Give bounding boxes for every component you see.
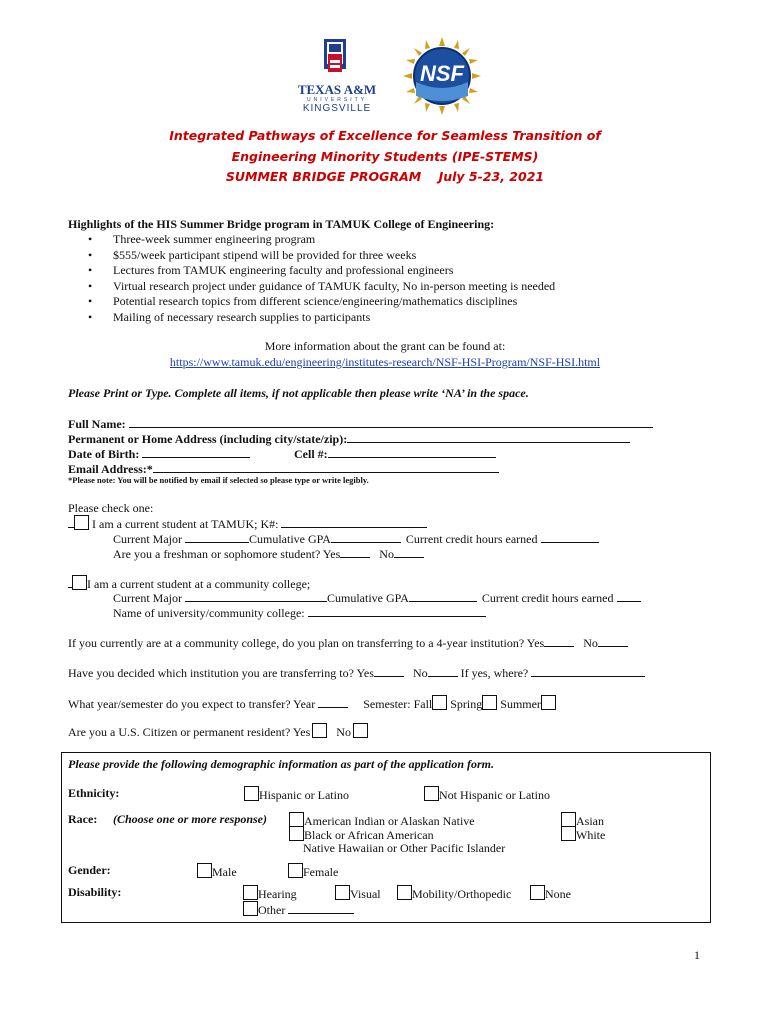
tamuk-logo — [296, 35, 378, 117]
bullet-icon: • — [88, 309, 93, 324]
other-label: Other — [258, 903, 286, 917]
freshman-yes-field[interactable] — [340, 546, 370, 558]
american-indian-checkbox[interactable] — [289, 812, 304, 827]
disability-option — [397, 885, 511, 902]
tamuk-student-row — [68, 515, 427, 532]
nsf-logo — [402, 36, 482, 116]
demographics-heading: Please provide the following demographic information as part of the application form. — [68, 757, 495, 771]
cc-credits-label: Current credit hours earned — [481, 591, 614, 605]
hispanic-label: Hispanic or Latino — [259, 788, 349, 802]
title-line-3: SUMMER BRIDGE PROGRAM July 5-23, 2021 — [225, 169, 545, 184]
list-item: • Three-week summer engineering program — [88, 232, 316, 246]
tamuk-gpa-label: Cumulative GPA — [248, 532, 331, 546]
transfer-plan-row — [68, 635, 628, 651]
list-item: • Mailing of necessary research supplies to participants — [88, 309, 371, 324]
list-item: • Virtual research project under guidance of TAMUK faculty, No in-person meeting is needed — [88, 278, 556, 293]
male-label: Male — [212, 865, 237, 879]
bullet-icon: • — [88, 294, 93, 309]
bullet-icon: • — [88, 232, 93, 246]
cc-gpa-label: Cumulative GPA — [326, 591, 409, 605]
cc-major-label: Current Major — [113, 591, 182, 605]
semester-question: What year/semester do you expect to transfer? Year — [68, 697, 316, 711]
grant-link[interactable]: https://www.tamuk.edu/engineering/institutes-research/NSF-HSI-Program/NSF-HSI.html — [169, 355, 601, 369]
email-label: Email Address:* — [68, 462, 153, 476]
tamuk-gpa-field[interactable] — [331, 531, 401, 543]
asian-label: Asian — [576, 814, 604, 828]
tamuk-logo-name: TEXAS A&M — [297, 82, 377, 97]
none-checkbox[interactable] — [530, 885, 545, 900]
decided-question: Have you decided which institution you are transferring to? Yes — [68, 666, 374, 680]
other-field[interactable] — [288, 902, 354, 914]
list-item: • $555/week participant stipend will be provided for three weeks — [88, 247, 417, 262]
bullet-icon: • — [88, 247, 93, 262]
transfer-year-field[interactable] — [318, 696, 348, 708]
page-number: 1 — [694, 948, 700, 962]
citizen-row — [68, 723, 368, 740]
female-label: Female — [303, 865, 339, 879]
asian-checkbox[interactable] — [561, 812, 576, 827]
tamuk-credits-field[interactable] — [541, 531, 599, 543]
tamuk-major-field[interactable] — [185, 531, 249, 543]
list-item: • Lectures from TAMUK engineering faculty and professional engineers — [88, 263, 454, 278]
cc-college-field[interactable] — [308, 605, 486, 617]
dob-row — [68, 446, 250, 462]
disability-label: Disability: — [68, 885, 122, 899]
decided-where-label: If yes, where? — [460, 666, 529, 680]
highlights-heading: Highlights of the HIS Summer Bridge program in TAMUK College of Engineering: — [68, 217, 495, 231]
summer-label: Summer — [500, 697, 541, 711]
cell-field[interactable] — [328, 446, 496, 458]
transfer-plan-no-label: No — [583, 636, 598, 650]
ethnicity-option — [244, 786, 349, 803]
tamuk-major-label: Current Major — [113, 532, 182, 546]
hearing-label: Hearing — [258, 887, 297, 901]
white-checkbox[interactable] — [561, 826, 576, 841]
fall-checkbox[interactable] — [432, 695, 447, 710]
spring-checkbox[interactable] — [482, 695, 497, 710]
cell-label: Cell #: — [294, 447, 328, 461]
race-option — [561, 826, 605, 843]
semester-label: Semester: Fall — [363, 697, 433, 711]
address-label: Permanent or Home Address (including city/state/zip): — [68, 432, 348, 446]
race-hint: (Choose one or more response) — [113, 812, 268, 826]
bullet-icon: • — [88, 263, 93, 278]
native-hawaiian-label: Native Hawaiian or Other Pacific Islander — [303, 841, 506, 855]
tamuk-major-row — [113, 531, 599, 547]
decided-no-field[interactable] — [428, 665, 458, 677]
title-line-1: Integrated Pathways of Excellence for Seamless Transition of — [169, 128, 601, 143]
cc-college-row — [113, 605, 486, 621]
disability-option — [530, 885, 571, 902]
cc-student-checkbox[interactable] — [72, 575, 87, 590]
address-field[interactable] — [347, 431, 630, 443]
more-info-text: More information about the grant can be found at: — [264, 339, 506, 353]
other-checkbox[interactable] — [243, 901, 258, 916]
black-checkbox[interactable] — [289, 826, 304, 841]
male-checkbox[interactable] — [197, 863, 212, 878]
female-checkbox[interactable] — [288, 863, 303, 878]
ethnicity-label: Ethnicity: — [68, 786, 120, 800]
cc-major-field[interactable] — [185, 590, 327, 602]
hearing-checkbox[interactable] — [243, 885, 258, 900]
freshman-no-label: No — [379, 547, 394, 561]
k-number-field[interactable] — [281, 516, 427, 528]
cc-student-label: I am a current student at a community college; — [87, 577, 311, 591]
decided-yes-field[interactable] — [374, 665, 404, 677]
cc-college-label: Name of university/community college: — [113, 606, 305, 620]
full-name-field[interactable] — [129, 416, 653, 428]
citizen-yes-checkbox[interactable] — [312, 723, 327, 738]
dob-label: Date of Birth: — [68, 447, 140, 461]
transfer-plan-yes-field[interactable] — [544, 635, 574, 647]
black-label: Black or African American — [304, 828, 434, 842]
citizen-no-checkbox[interactable] — [353, 723, 368, 738]
highlights-list — [88, 232, 555, 326]
mobility-checkbox[interactable] — [397, 885, 412, 900]
dob-field[interactable] — [142, 446, 250, 458]
ethnicity-option — [424, 786, 550, 803]
citizen-question: Are you a U.S. Citizen or permanent resident? Yes — [68, 725, 311, 739]
visual-checkbox[interactable] — [335, 885, 350, 900]
title-line-2: Engineering Minority Students (IPE-STEMS) — [231, 149, 539, 164]
white-label: White — [576, 828, 606, 842]
disability-option — [243, 885, 297, 902]
address-row — [68, 431, 630, 447]
nsf-logo-text: NSF — [420, 61, 464, 86]
not-hispanic-label: Not Hispanic or Latino — [439, 788, 550, 802]
decided-where-field[interactable] — [531, 665, 645, 677]
decided-row — [68, 665, 645, 681]
hispanic-checkbox[interactable] — [244, 786, 259, 801]
instructions: Please Print or Type. Complete all items, if not applicable then please write ‘NA’ in the space. — [68, 386, 529, 400]
freshman-question: Are you a freshman or sophomore student? Yes — [113, 547, 341, 561]
spring-label: Spring — [450, 697, 483, 711]
american-indian-label: American Indian or Alaskan Native — [304, 814, 475, 828]
full-name-row — [68, 416, 653, 432]
tamuk-credits-label: Current credit hours earned — [405, 532, 538, 546]
full-name-label: Full Name: — [68, 417, 126, 431]
tamuk-logo-university: UNIVERSITY — [306, 97, 367, 103]
tamuk-student-label: I am a current student at TAMUK; K#: — [92, 517, 279, 531]
check-one-prompt: Please check one: — [68, 501, 154, 515]
mobility-label: Mobility/Orthopedic — [412, 887, 512, 901]
tamuk-student-checkbox[interactable] — [74, 515, 89, 530]
summer-checkbox[interactable] — [541, 695, 556, 710]
race-label: Race: — [68, 812, 98, 826]
bullet-icon: • — [88, 278, 93, 293]
gender-label: Gender: — [68, 863, 111, 877]
cc-gpa-field[interactable] — [409, 590, 477, 602]
race-option — [303, 841, 505, 856]
decided-no-label: No — [412, 666, 428, 680]
list-item: • Potential research topics from different science/engineering/mathematics disciplines — [88, 294, 518, 309]
citizen-no-label: No — [336, 725, 351, 739]
freshman-no-field[interactable] — [394, 546, 424, 558]
gender-option — [288, 863, 338, 880]
semester-row — [68, 695, 556, 712]
transfer-plan-no-field[interactable] — [598, 635, 628, 647]
visual-label: Visual — [350, 887, 381, 901]
not-hispanic-checkbox[interactable] — [424, 786, 439, 801]
none-label: None — [545, 887, 571, 901]
freshman-row — [113, 546, 424, 562]
disability-option — [243, 901, 354, 918]
disability-option — [335, 885, 381, 902]
transfer-plan-question: If you currently are at a community college, do you plan on transferring to a 4-year institution? Yes — [68, 636, 545, 650]
cc-credits-field[interactable] — [617, 590, 641, 602]
gender-option — [197, 863, 237, 880]
email-field[interactable] — [153, 461, 499, 473]
cell-row — [294, 446, 496, 462]
email-note: *Please note: You will be notified by email if selected so please type or write legibly. — [68, 475, 369, 485]
tamuk-logo-kingsville: KINGSVILLE — [302, 103, 372, 114]
cc-major-row — [113, 590, 641, 606]
